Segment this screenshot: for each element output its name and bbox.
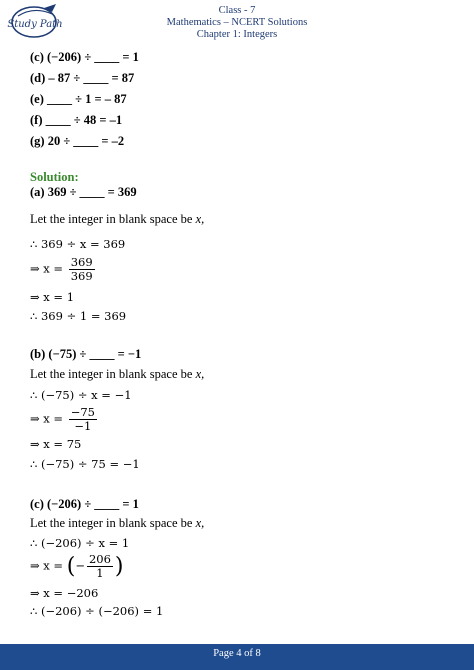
fraction: $\frac{206}{1}$ <box>88 552 111 580</box>
part-c-step3: ⇒ x = −206 <box>30 586 99 600</box>
part-b-step1: ∴ (−75) ÷ x = −1 <box>30 388 132 402</box>
page-number: Page 4 of 8 <box>213 648 261 659</box>
solution-heading: Solution: <box>30 170 79 184</box>
variable-x: x, <box>195 212 205 226</box>
part-b-step4: ∴ (−75) ÷ 75 = −1 <box>30 457 140 471</box>
question-g: (g) 20 ÷ ____ = –2 <box>30 134 125 148</box>
part-a-step2: ⇒ x = $\frac{369}{369}$ <box>30 255 93 283</box>
question-e: (e) ____ ÷ 1 = – 87 <box>30 92 127 106</box>
part-b-step3: ⇒ x = 75 <box>30 437 82 451</box>
chapter-label: Chapter 1: Integers <box>196 29 278 40</box>
part-a-step4: ∴ 369 ÷ 1 = 369 <box>30 309 127 323</box>
part-a-step3: ⇒ x = 1 <box>30 290 75 304</box>
part-b-let: Let the integer in blank space be x, <box>30 367 205 381</box>
part-a-let: Let the integer in blank space be x, <box>30 212 205 226</box>
part-a-step1: ∴ 369 ÷ x = 369 <box>30 237 126 251</box>
question-f: (f) ____ ÷ 48 = –1 <box>30 113 123 127</box>
part-c-let: Let the integer in blank space be x, <box>30 516 205 530</box>
fraction: $\frac{-75}{-1}$ <box>70 405 96 433</box>
logo-text: Study Path <box>7 19 63 30</box>
part-c-step2: ⇒ x = (− $\frac{206}{1}$ ) <box>30 552 124 580</box>
subject-label: Mathematics – NCERT Solutions <box>166 17 308 28</box>
part-b-step2: ⇒ x = $\frac{-75}{-1}$ <box>30 405 96 433</box>
part-c-title: (c) (−206) ÷ ____ = 1 <box>30 497 139 511</box>
part-c-step4: ∴ (−206) ÷ (−206) = 1 <box>30 604 164 618</box>
variable-x: x, <box>195 367 205 381</box>
part-c-step1: ∴ (−206) ÷ x = 1 <box>30 536 130 550</box>
part-a-title: (a) 369 ÷ ____ = 369 <box>30 185 137 199</box>
question-d: (d) – 87 ÷ ____ = 87 <box>30 71 135 85</box>
page-footer <box>0 644 474 670</box>
question-c: (c) (−206) ÷ ____ = 1 <box>30 50 139 64</box>
part-b-title: (b) (−75) ÷ ____ = −1 <box>30 347 142 361</box>
page-header <box>0 0 474 46</box>
variable-x: x, <box>195 516 205 530</box>
class-label: Class - 7 <box>218 5 256 16</box>
fraction: $\frac{369}{369}$ <box>70 255 93 283</box>
